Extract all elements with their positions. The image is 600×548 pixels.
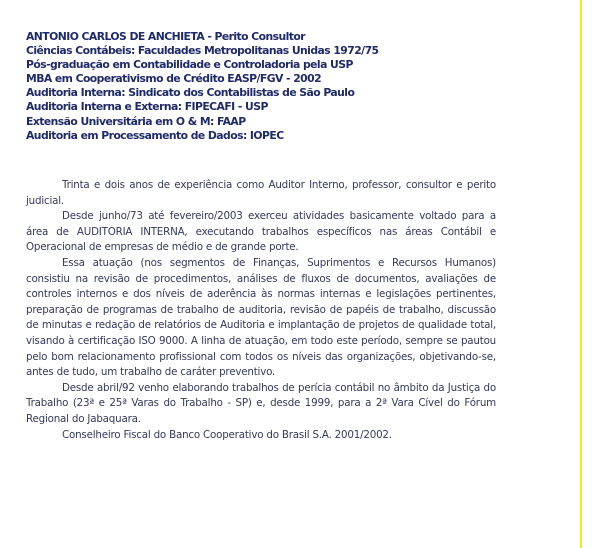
bio-paragraph: Essa atuação (nos segmentos de Finanças, Suprimentos e Recursos Humanos) consistiu na revisão de procedimentos, análises de fluxos de documentos, avaliações de controles internos e dos níveis de aderência às normas internas e legislações pertinentes, preparação de programas de trabalho de auditoria, revisão de papéis de trabalho, discussão de minutas e redação de relatórios de Auditoria e implantação de projetos de qualidade total, visando à certificação ISO 9000. A linha de atuação, em todo este período, sempre se pautou pelo bom relacionamento profissional com todos os níveis das organizações, objetivando-se, antes de tudo, um trabalho de caráter preventivo. xyxy=(26,256,496,379)
credentials-block xyxy=(26,30,566,143)
bio-paragraph: Desde junho/73 até fevereiro/2003 exerceu atividades basicamente voltado para a área de AUDITORIA INTERNA, executando trabalhos específicos nas áreas Contábil e Operacional de empresas de médio e de grande porte. xyxy=(26,210,496,254)
credential-line: Auditoria Interna e Externa: FIPECAFI - USP xyxy=(26,100,268,114)
bio-paragraph: Trinta e dois anos de experiência como Auditor Interno, professor, consultor e perito judicial. xyxy=(26,179,496,207)
bio-paragraph: Conselheiro Fiscal do Banco Cooperativo do Brasil S.A. 2001/2002. xyxy=(62,428,392,441)
bio-paragraph: Desde abril/92 venho elaborando trabalhos de perícia contábil no âmbito da Justiça do Trabalho (23ª e 25ª Varas do Trabalho - SP) e, desde 1999, para a 2ª Vara Cível do Fórum Regional do Jabaquara. xyxy=(26,381,496,425)
credential-line: Ciências Contábeis: Faculdades Metropolitanas Unidas 1972/75 xyxy=(26,44,379,58)
credential-line: MBA em Cooperativismo de Crédito EASP/FGV - 2002 xyxy=(26,72,322,86)
biography-text xyxy=(26,178,496,443)
credential-line: Auditoria Interna: Sindicato dos Contabilistas de São Paulo xyxy=(26,86,355,100)
page-edge-rule xyxy=(580,0,582,548)
credential-name-title: ANTONIO CARLOS DE ANCHIETA - Perito Consultor xyxy=(26,30,306,43)
credential-line: Pós-graduação em Contabilidade e Controladoria pela USP xyxy=(26,58,353,72)
credential-line: Auditoria em Processamento de Dados: IOPEC xyxy=(26,128,284,142)
credential-line: Extensão Universitária em O & M: FAAP xyxy=(26,114,246,128)
